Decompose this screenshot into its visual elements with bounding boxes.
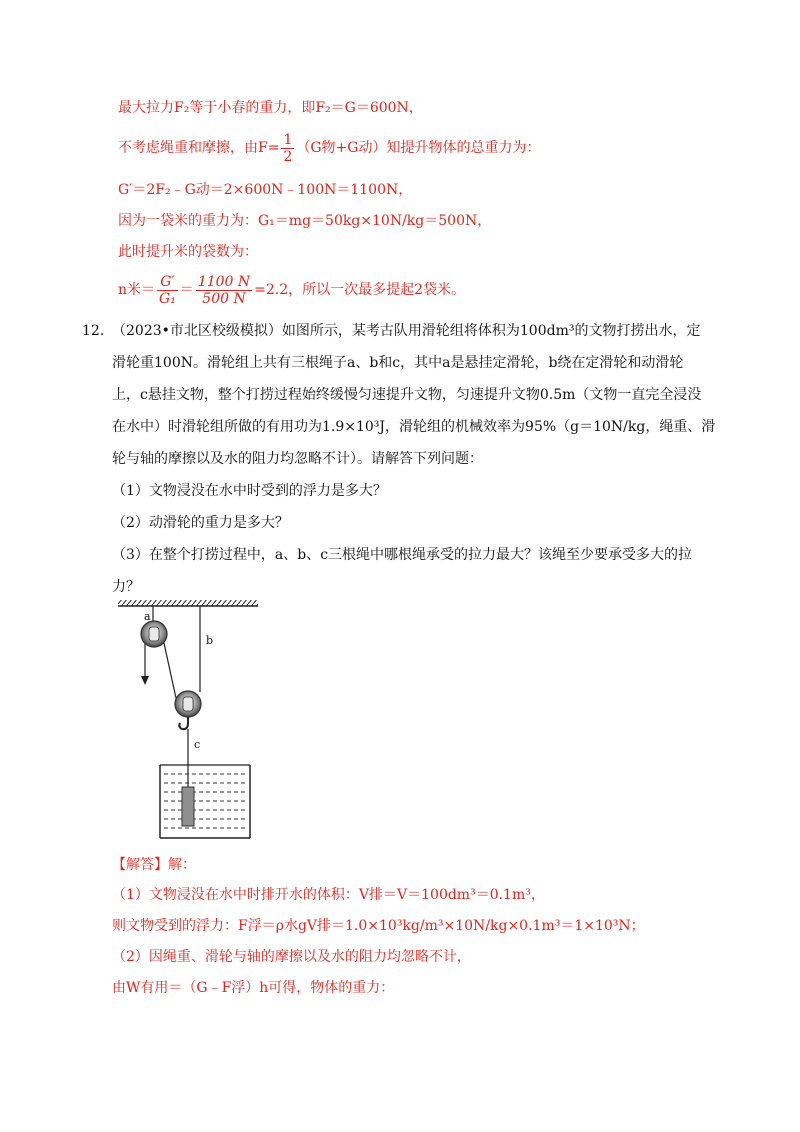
sub-question-1: （1）文物浸没在水中时受到的浮力是多大？ bbox=[112, 483, 387, 499]
solution-line-3: G′＝2F₂﹣G动＝2×600N﹣100N＝1100N， bbox=[118, 182, 413, 198]
label-a: a bbox=[144, 610, 151, 623]
question-text-4: 在水中）时滑轮组所做的有用功为1.9×10³J，滑轮组的机械效率为95%（g＝10N/kg，绳重、滑 bbox=[112, 419, 716, 435]
answer-line-4: 由W有用＝（G﹣F浮）h可得，物体的重力： bbox=[112, 980, 395, 996]
moving-pulley-axle bbox=[183, 697, 193, 711]
label-c: c bbox=[194, 738, 201, 751]
solution-line-6-text-a: n米＝ bbox=[118, 282, 156, 298]
fraction-g-ratio bbox=[157, 274, 178, 307]
fraction-denominator: G₁ bbox=[159, 290, 176, 307]
pull-arrow bbox=[141, 676, 149, 685]
fixed-pulley-axle bbox=[149, 627, 159, 641]
answer-line-1: （1）文物浸没在水中时排开水的体积：V排＝V＝100dm³＝0.1m³， bbox=[112, 887, 545, 903]
fraction-one-half bbox=[281, 132, 294, 165]
question-text-1: （2023•市北区校级模拟）如图所示，某考古队用滑轮组将体积为100dm³的文物打捞出水，定 bbox=[112, 323, 701, 339]
solution-line-2-text-b: （G物+G动）知提升物体的总重力为： bbox=[296, 140, 541, 156]
fraction-denominator: 2 bbox=[283, 148, 293, 165]
fraction-denominator: 500 N bbox=[202, 290, 246, 307]
question-text-2: 滑轮重100N。滑轮组上共有三根绳子a、b和c，其中a是悬挂定滑轮，b绕在定滑轮和动滑轮 bbox=[112, 355, 684, 371]
sub-question-3b: 力？ bbox=[112, 579, 140, 595]
solution-line-2 bbox=[118, 130, 540, 166]
fraction-numerator: 1 bbox=[283, 131, 293, 148]
sub-question-2: （2）动滑轮的重力是多大？ bbox=[112, 515, 289, 531]
fraction-numerator: 1100 N bbox=[197, 273, 251, 290]
answer-tag: 【解答】解： bbox=[112, 857, 196, 873]
question-text-3: 上，c悬挂文物，整个打捞过程始终缓慢匀速提升文物，匀速提升文物0.5m（文物一直完全浸没 bbox=[112, 387, 702, 403]
hook-icon bbox=[179, 717, 188, 729]
ceiling-hatch bbox=[118, 600, 258, 606]
fraction-numerator: G′ bbox=[157, 274, 178, 291]
solution-line-6 bbox=[118, 270, 465, 310]
solution-line-1: 最大拉力F₂等于小春的重力，即F₂＝G＝600N， bbox=[118, 100, 423, 116]
water-dashes bbox=[164, 774, 246, 828]
equals-sign: ＝ bbox=[179, 282, 194, 298]
solution-line-6-text-b: =2.2，所以一次最多提起2袋米。 bbox=[254, 282, 466, 298]
question-text-5: 轮与轴的摩擦以及水的阻力均忽略不计）。请解答下列问题： bbox=[112, 451, 483, 467]
artifact-block bbox=[182, 787, 194, 826]
answer-line-3: （2）因绳重、滑轮与轴的摩擦以及水的阻力均忽略不计， bbox=[112, 949, 471, 965]
solution-line-5: 此时提升米的袋数为： bbox=[118, 244, 258, 260]
pulley-diagram bbox=[118, 592, 258, 842]
question-number: 12. bbox=[82, 323, 105, 339]
solution-line-2-text-a: 不考虑绳重和摩擦，由F= bbox=[118, 140, 280, 156]
solution-line-4: 因为一袋米的重力为：G₁＝mg＝50kg×10N/kg＝500N， bbox=[118, 213, 492, 229]
fraction-newton-ratio bbox=[196, 274, 252, 307]
answer-line-2: 则文物受到的浮力：F浮＝ρ水gV排＝1.0×10³kg/m³×10N/kg×0.1m³＝1×10³N； bbox=[112, 918, 645, 934]
rope-b-between-pulleys bbox=[162, 634, 176, 698]
sub-question-3a: （3）在整个打捞过程中，a、b、c三根绳中哪根绳承受的拉力最大？该绳至少要承受多大的拉 bbox=[112, 547, 693, 563]
label-b: b bbox=[206, 634, 214, 647]
